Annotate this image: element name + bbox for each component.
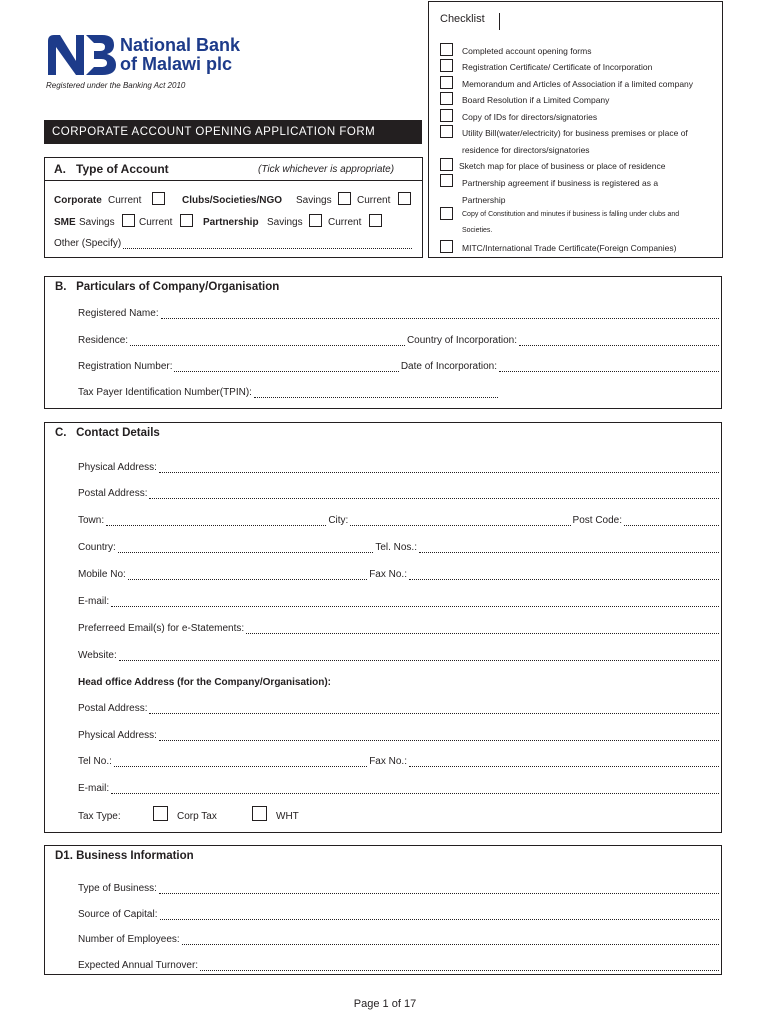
country-inc-field[interactable] (519, 335, 719, 346)
residence-field[interactable] (130, 335, 405, 346)
email-label: E-mail: (78, 596, 110, 607)
mobile-row (78, 569, 721, 580)
reg-number-label: Registration Number: (78, 361, 173, 372)
corp-tax-checkbox[interactable] (153, 806, 168, 821)
bank-logo (46, 33, 118, 77)
section-d1-header (44, 845, 722, 867)
logo-line1: National Bank (120, 35, 241, 55)
corp-tax-label: Corp Tax (177, 811, 217, 822)
country-label: Country: (78, 542, 116, 553)
checklist-item: Societies. (462, 227, 493, 234)
partnership-savings-label: Savings (267, 217, 303, 228)
business-type-field[interactable] (159, 883, 719, 894)
website-label: Website: (78, 650, 117, 661)
town-field[interactable] (106, 515, 326, 526)
checklist-item: Memorandum and Articles of Association if a limited company (462, 79, 694, 89)
email-field[interactable] (111, 596, 719, 607)
city-label: City: (328, 515, 349, 526)
physical-address-label: Physical Address: (78, 462, 157, 473)
country-inc-label: Country of Incorporation: (406, 335, 517, 346)
sme-label: SME (54, 217, 76, 228)
ho-tel-field[interactable] (114, 756, 367, 767)
town-label: Town: (78, 515, 105, 526)
other-specify-label: Other (Specify) (54, 238, 122, 249)
section-a-header-line (44, 180, 422, 181)
turnover-field[interactable] (200, 960, 719, 971)
checklist-title-divider (499, 13, 500, 30)
ho-email-field[interactable] (111, 783, 719, 794)
turnover-row (78, 960, 721, 971)
head-office-heading: Head office Address (for the Company/Organisation): (78, 677, 331, 688)
partnership-savings-checkbox[interactable] (309, 214, 322, 227)
checklist-item: Registration Certificate/ Certificate of Incorporation (462, 62, 653, 72)
residence-row (78, 335, 721, 346)
ho-tel-row (78, 756, 721, 767)
checklist-item: Board Resolution if a Limited Company (462, 95, 610, 105)
partnership-current-checkbox[interactable] (369, 214, 382, 227)
checklist-item: Copy of IDs for directors/signatories (462, 112, 598, 122)
ho-tel-label: Tel No.: (78, 756, 112, 767)
logo-line2: of Malawi plc (120, 54, 233, 74)
checklist-item: Copy of Constitution and minutes if business is falling under clubs and (462, 211, 680, 218)
tpin-row (78, 387, 500, 398)
clubs-savings-checkbox[interactable] (338, 192, 351, 205)
employees-label: Number of Employees: (78, 934, 180, 945)
tel-label: Tel. Nos.: (375, 542, 417, 553)
section-c-header (44, 422, 722, 444)
postal-address-field[interactable] (149, 488, 719, 499)
checklist-checkbox-10[interactable] (440, 240, 453, 253)
fax-label: Fax No.: (369, 569, 407, 580)
section-d1-title: D1. Business Information (55, 850, 194, 862)
section-c-box (44, 443, 722, 833)
ho-physical-label: Physical Address: (78, 730, 157, 741)
date-inc-field[interactable] (499, 361, 719, 372)
employees-row (78, 934, 721, 945)
checklist-checkbox-6[interactable] (440, 125, 453, 138)
mobile-field[interactable] (128, 569, 367, 580)
section-a-title: A. Type of Account (54, 162, 169, 176)
section-b-title: B. Particulars of Company/Organisation (55, 281, 280, 293)
country-row (78, 542, 721, 553)
registered-name-field[interactable] (161, 308, 719, 319)
ho-email-row (78, 783, 721, 794)
reg-number-row (78, 361, 721, 372)
checklist-item: Sketch map for place of business or place of residence (459, 161, 666, 171)
ho-fax-label: Fax No.: (369, 756, 407, 767)
clubs-current-label: Current (357, 195, 391, 206)
page-number: Page 1 of 17 (353, 998, 417, 1010)
physical-address-field[interactable] (159, 462, 719, 473)
tpin-label: Tax Payer Identification Number(TPIN): (78, 387, 252, 398)
registered-name-label: Registered Name: (78, 308, 159, 319)
sme-savings-checkbox[interactable] (122, 214, 135, 227)
ho-postal-label: Postal Address: (78, 703, 148, 714)
fax-field[interactable] (409, 569, 719, 580)
form-title: CORPORATE ACCOUNT OPENING APPLICATION FORM (52, 126, 376, 138)
postal-address-label: Postal Address: (78, 488, 148, 499)
residence-label: Residence: (78, 335, 129, 346)
sme-savings-label: Savings (79, 217, 115, 228)
sme-current-label: Current (139, 217, 173, 228)
postal-address-row (78, 488, 721, 499)
pref-email-label: Preferreed Email(s) for e-Statements: (78, 623, 245, 634)
checklist-checkbox-3[interactable] (440, 76, 453, 89)
registered-note: Registered under the Banking Act 2010 (46, 81, 186, 90)
partnership-label: Partnership (203, 217, 259, 228)
website-row (78, 650, 721, 661)
email-row (78, 596, 721, 607)
corporate-label: Corporate (54, 195, 102, 206)
capital-row (78, 909, 721, 920)
turnover-label: Expected Annual Turnover: (78, 960, 199, 971)
checklist-item: Partnership (462, 195, 506, 205)
ho-email-label: E-mail: (78, 783, 110, 794)
date-inc-label: Date of Incorporation: (400, 361, 497, 372)
partnership-current-label: Current (328, 217, 362, 228)
registered-name-row (78, 308, 721, 319)
post-code-label: Post Code: (572, 515, 623, 526)
ho-physical-field[interactable] (159, 730, 719, 741)
corporate-current-label: Current (108, 195, 142, 206)
checklist-checkbox-8[interactable] (440, 174, 453, 187)
checklist-item: Utility Bill(water/electricity) for business premises or place of (462, 128, 688, 138)
clubs-current-checkbox[interactable] (398, 192, 411, 205)
checklist-checkbox-9[interactable] (440, 207, 453, 220)
town-row (78, 515, 721, 526)
corporate-current-checkbox[interactable] (152, 192, 165, 205)
other-specify-row (54, 238, 414, 249)
tpin-field[interactable] (254, 387, 498, 398)
mobile-label: Mobile No: (78, 569, 126, 580)
capital-field[interactable] (160, 909, 720, 920)
ho-fax-field[interactable] (409, 756, 719, 767)
wht-checkbox[interactable] (252, 806, 267, 821)
checklist-checkbox-4[interactable] (440, 92, 453, 105)
website-field[interactable] (119, 650, 719, 661)
checklist-checkbox-1[interactable] (440, 43, 453, 56)
ho-postal-field[interactable] (149, 703, 719, 714)
employees-field[interactable] (182, 934, 719, 945)
business-type-row (78, 883, 721, 894)
pref-email-field[interactable] (246, 623, 719, 634)
city-field[interactable] (350, 515, 570, 526)
other-specify-field[interactable] (123, 238, 412, 249)
business-type-label: Type of Business: (78, 883, 157, 894)
checklist-item: Partnership agreement if business is registered as a (462, 178, 659, 188)
clubs-label: Clubs/Societies/NGO (182, 195, 283, 206)
capital-label: Source of Capital: (78, 909, 158, 920)
ho-physical-row (78, 730, 721, 741)
tel-field[interactable] (419, 542, 719, 553)
reg-number-field[interactable] (174, 361, 398, 372)
checklist-checkbox-7[interactable] (440, 158, 453, 171)
checklist-checkbox-2[interactable] (440, 59, 453, 72)
clubs-savings-label: Savings (296, 195, 332, 206)
section-c-title: C. Contact Details (55, 427, 160, 439)
section-b-header (44, 276, 722, 298)
section-a-hint: (Tick whichever is appropriate) (258, 164, 395, 175)
country-field[interactable] (118, 542, 374, 553)
nbm-logo-icon (46, 33, 118, 77)
post-code-field[interactable] (624, 515, 719, 526)
checklist-item: Completed account opening forms (462, 46, 592, 56)
sme-current-checkbox[interactable] (180, 214, 193, 227)
checklist-title: Checklist (440, 13, 485, 25)
physical-address-row (78, 462, 721, 473)
ho-postal-row (78, 703, 721, 714)
form-title-bar (44, 120, 422, 144)
wht-label: WHT (276, 811, 299, 822)
checklist-item: residence for directors/signatories (462, 145, 590, 155)
tax-type-label: Tax Type: (78, 811, 121, 822)
checklist-item: MITC/International Trade Certificate(Foreign Companies) (462, 243, 677, 253)
checklist-checkbox-5[interactable] (440, 109, 453, 122)
pref-email-row (78, 623, 721, 634)
